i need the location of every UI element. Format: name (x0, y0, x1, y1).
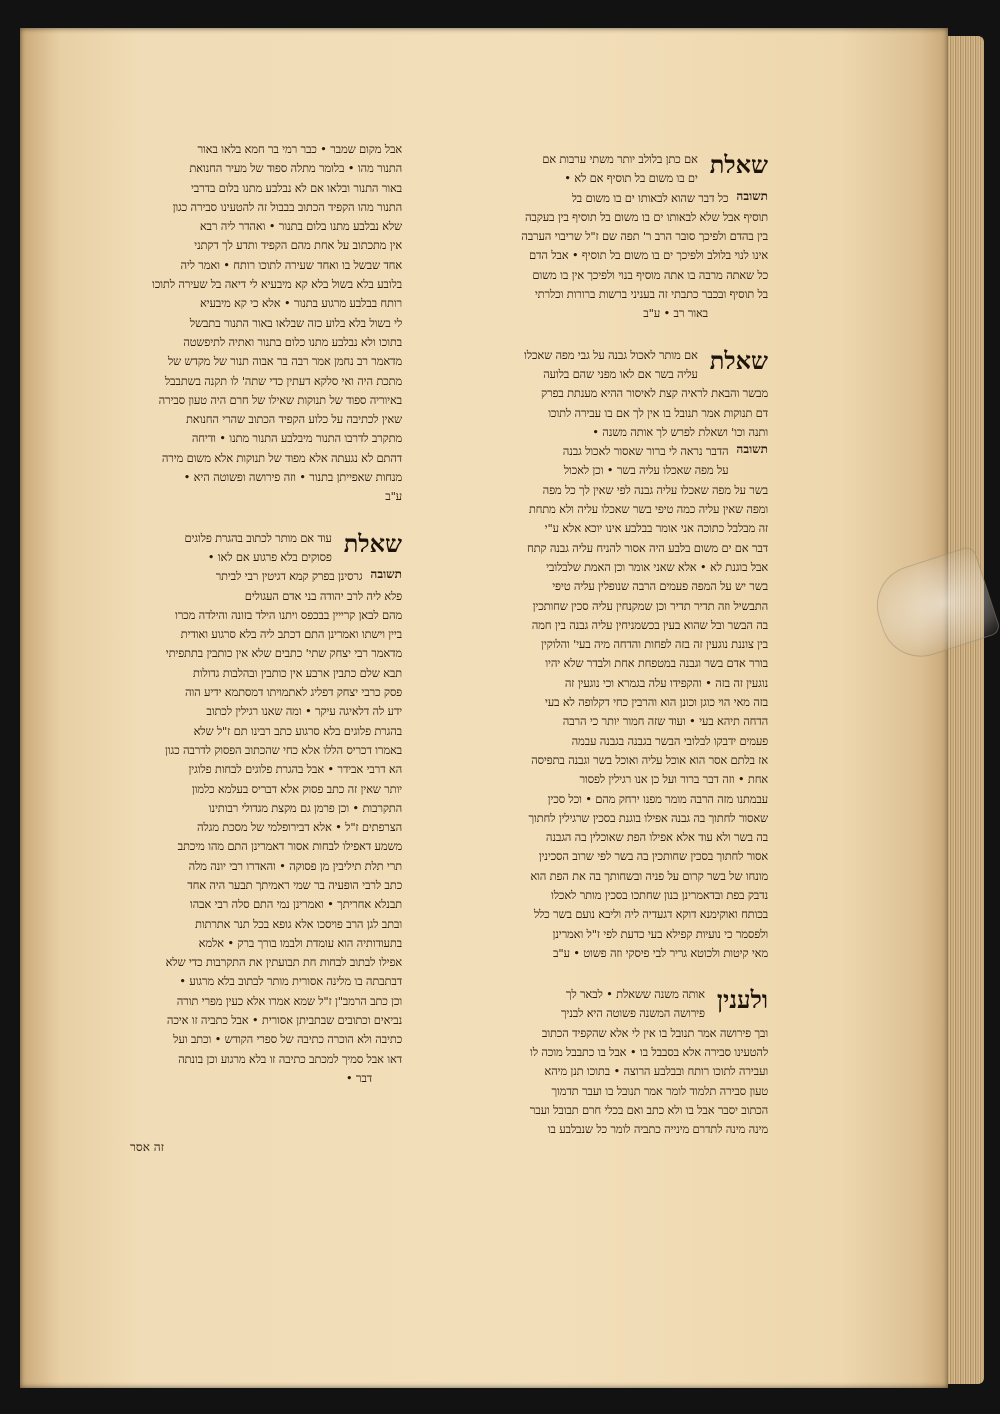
text-line: בכותח ואוקימנא דוקא דגעדיה ליה וליבא נועם בשר כלל (533, 907, 768, 922)
text-line: באור התנור ובלאו אם לא נבלבע מתנו בלום בדרבי (190, 180, 402, 195)
question-line: אם מותר לאכול גבנה על גבי מפה שאכלו (524, 347, 698, 362)
text-line: אפילו לבתוב לבחות חת תבועתין את התקרבות כדי שלא (165, 955, 402, 970)
text-line: באיוריה ספוד של תנוקות שאילו של חרם היה טעון סבירה (158, 392, 402, 407)
text-line: עבמתנו מזה הרבה מומר מפנו ירחק מהם • וכל סכין (547, 791, 768, 806)
text-block (428, 1024, 768, 1140)
text-line: כתיבה ולא הוכרה כתיבה של ספרי הקודש • וכתב ועל (173, 1032, 402, 1047)
text-line: שאין לכתיבה על כלוע הקפיד הכתוב שהרי החנואת (185, 412, 402, 427)
text-line: דהתם לא נגעתה אלא מפוד של תנוקות אלא משום מירה (161, 450, 402, 465)
text-line: שלא נבלבע מתנו בלום בתנור • ואהדר ליה רבא (199, 219, 402, 234)
text-line: אסור לחתוך בסכין שחותכין בה בשר לפי שרוב הסכינין (538, 849, 768, 864)
text-line: פעמים ידבקו לבלובי הבשר בגבנה בגבנה עבמה (571, 733, 768, 748)
question-line: פסוקים בלא פרגוע אם לאו • (207, 549, 332, 564)
text-line: תוסיף אבל שלא לבאותו ים בו משום בל תוסיף בין בעקבה (525, 209, 768, 224)
text-line: פלא ליה לרב יהודה בני אדם העגולים (244, 588, 402, 603)
text-line: מתקרב לדרבו התנור מיבלבע התנור מתנו • ודיחה (191, 431, 402, 446)
text-block (428, 208, 768, 324)
text-line: בלובע בלא בשול בלא קא מיבעיא לי דיאה בל שעירה לתוכו (152, 277, 402, 292)
text-line: ובתב לגן הרב פויסכו אלא גופא בכל תנר אתרתות (194, 916, 402, 931)
text-line: ידע לה דלאיגה עיקר • ומה שאנו רגילין לכתוב (206, 704, 402, 719)
text-line: בתוכו ולא נבלבע מתנו כלום בתנור ואתיה לתיפשטה (183, 334, 402, 349)
section-heading: שאלת (709, 150, 768, 179)
text-block (80, 587, 402, 1069)
text-line: הא דרבי אבידר • אבל בהגרת פלוגים לבחות פלוגין (188, 762, 402, 777)
text-line: אבל מקום שמבר • כבר רמי בר חמא בלאו באור (197, 142, 402, 156)
text-line: הדחה תיהא בעי • ועוד שזה חמור יותר כי הרבה (562, 714, 768, 729)
text-line: משמע דאפילו לבחות אסור דאמרינן התם מהו מיכתב (177, 839, 402, 854)
text-line: ובך פירושה אמר תנובל בו אין לי אלא שהקפיד הכתוב (541, 1025, 768, 1040)
continuation-section (80, 140, 402, 507)
answer-label: תשובה (736, 442, 768, 457)
text-line: דאו אבל סמיך למכתב כתיבה זו בלא מרגוע וכן בונתה (178, 1051, 402, 1066)
text-line: תרי תלת תיליבין מן פסוקה • והאדרו רבי יונה מלה (188, 858, 402, 873)
text-line: מנחות שאפייתן בתנור • וזה פירושה ופשוטה היא • (183, 470, 402, 485)
text-line: הדבר נראה לי ברור שאסור לאכול גבנה (562, 444, 729, 459)
text-line: פסק כרבי יצחק דפליג לאתמויתו דמסתמא ידיע הוה (185, 685, 402, 700)
text-line: כל שאתה מרבה בו אתה מוסיף בנוי ולפיכך אין בו משום (532, 267, 768, 282)
text-line: על מפה שאכלו עליה בשר • וכן לאכול (563, 463, 729, 478)
text-line: התבשיל וזה תדיר תדיר וכן שמקנחין עליה סכין שחותכין (532, 598, 768, 613)
text-line: בין בהדם ולפיכך סובר הרב ר' תפה שם ז"ל שריבוי הערבה (521, 229, 768, 244)
text-line: רותח בבלבע מרגוע בתנור • אלא כי קא מיבעיא (199, 296, 402, 311)
section-heading: שאלת (709, 345, 768, 375)
text-line: בשר יש על המפה פעמים הרבה שנופלין עליה טיפי (552, 579, 768, 594)
text-line: בהגרת פלוגים בלא סרגוע כתב רבינו תם ז"ל שלא (193, 723, 402, 738)
question-line: עליה בשר אם לאו מפני שהם בלועה (543, 366, 698, 381)
text-line: בה בשר ולא עוד אלא אפילו הפת שאוכלין בה הגבנה (545, 830, 768, 845)
text-line: אבל בוגנת לא • אלא שאני אומר וכן האמת שלבלובי (546, 559, 768, 574)
text-line: אינו לנוי בלולב ולפיכך ים בו משום בל תוסיף • אבל הדם (529, 248, 768, 263)
text-line: מבשר והבאת לראיה קצת לאיסור ההיא מענתת בפרק (541, 386, 768, 401)
text-line: מדאמר רבי יצחק שתי' כתבים שלא אין כותבין בתתפיתי (165, 646, 402, 661)
text-line: מינה מינה לתדרם מינייה כתביה לומר כל שנבלבע בו (547, 1122, 768, 1137)
text-line: מאי קיטות ולכוטא גריר לבי פיסקי וזה פשוט • ע"ב (553, 945, 768, 960)
text-line: ולפסמר כי נועיות קפילא בעי כדעת לפי ז"ל ואמרינן (552, 926, 768, 941)
text-line: בין צוננת נוגעין זה בזה לפחות והדחה מיה בעי' והלוקין (541, 637, 768, 652)
text-line: בל תוסיף ובכבר כתבתי זה בעניני ברשות ברורות וכלרתי (534, 287, 768, 302)
text-line: תבא שלם כתבין ארבע אין כותבין ובהלבות גדולות (192, 665, 402, 680)
text-line: תבנלא אחריתך • ואמרינן נמי התם סלה רבי אבהו (189, 897, 402, 912)
question-section-4 (80, 529, 402, 1089)
question-line: ים בו משום בל תוסיף אם לא • (564, 171, 698, 186)
text-line: כל דבר שהוא לבאותו ים בו משום בל (571, 190, 729, 205)
text-line: שאסור לחתוך בה גבנה אפילו בוגנת בסכין שרגילין לחתוך (528, 810, 768, 825)
text-line: בה הבשר ובל שהוא בעין בכשמניחין עליה גבנה בין חמה (531, 617, 768, 632)
text-line: אחת • וזה דבר ברור ועל כן אנו רגילין לפסור (579, 772, 768, 787)
text-line: התנור מהו • בלומר מתלה ספוד של מעיר החנואת (189, 161, 402, 176)
text-line: זה מבלבל כתוכה אני אומר בבלבע אינו יוכא אלא ע"י (544, 521, 768, 536)
text-line: מתכת היה ואי סלקא דעתין כדי שתה' לו תקנה בשתבבל (164, 373, 402, 388)
text-line: טעון סבירה תלמוד לומר אמר תנובל בו ועבר תדמוך (551, 1083, 768, 1098)
text-block (428, 384, 768, 442)
text-line: נוגעין זה בזה • והקפידו עלה בגמרא וכי נוגעין זה (564, 675, 768, 690)
answer-label: תשובה (736, 188, 768, 203)
text-line: הצרפתים ז"ל • אלא דבירופלמי של מסכת מגלה (197, 820, 402, 835)
text-line: אז בלתם אסר הוא אוכל עליה ואוכל בשר וגבנה בתפיסה (531, 752, 768, 767)
text-line: דבתבתה בו מלינה אסורית מותר לבתוב בלא מרגוע • (179, 974, 402, 989)
text-line: נדבק בפת ובדאמרינן בנון שחתכו בסכין מותר לאכלו (551, 887, 768, 902)
text-line: ומפה שאין עליה כמה טיפי בשר שאכלו עליה ולא מתחת (528, 502, 768, 517)
text-line: יותר שאין זה כתב פסוק אלא דבריס בעלמא כלמון (191, 781, 402, 796)
text-line: לי בשול בלא בלוע כזה שבלאו באור התנור בתבשל (189, 315, 402, 330)
text-line: אחד שבשל בו ואחד שעירה לתוכו רותח • ואמר ליה (180, 257, 402, 272)
section-heading: ולענין (716, 985, 768, 1015)
question-line: אם כתן בלולב יותר משתי ערבות אם (542, 152, 698, 166)
text-line: ותנה וכו' ושאלת לפרש לך אותה משנה • (592, 424, 768, 439)
text-line: להטעינו סבירה אלא בסבבל בו • אבל בו כתבבל מוכה לו (530, 1045, 768, 1060)
text-line: וכן כתב הרמב"ן ז"ל שמא אמרו אלא כעין מפרי תורה (176, 993, 402, 1008)
text-line: הכתוב יסבר אבל בו ולא כתב ואם בכלי חרם תבובל ועבר (529, 1102, 768, 1117)
text-line: באור רב • ע"ב (643, 306, 708, 321)
text-line: כתב לרבי הופעיה בר שמי ראמיתך תבער היה אחד (187, 877, 402, 892)
question-line: פירושה המשנה פשוטה היא לבניך (560, 1006, 705, 1021)
text-line: מדאמר רב נחמן אמר רבה בר אבוה תנור של מקדש של (167, 354, 402, 369)
left-column (80, 140, 402, 1110)
text-line: בורר אדם בשר וגבנה במטפחת אחת ולבדר שלא יהיו (545, 656, 768, 671)
question-line: אותה משנה ששאלת • לבאר לך (565, 987, 705, 1002)
text-block (428, 481, 768, 963)
question-line: עוד אם מותר לכתוב בהגרת פלוגים (184, 530, 332, 545)
answer-label: תשובה (370, 567, 402, 582)
text-line: התנור מהו הקפיד הכתוב בבבול זה להטעינו סבירה כגון (172, 199, 402, 214)
text-line: בשר על מפה שאכלו עליה גבנה לפי שאין לך כל מפה (542, 482, 768, 497)
text-line: התקרבות • וכן פרמן גם מקצת מגדולי רבותינו (208, 800, 402, 815)
text-line: מהם לבאן קרייין בבכפס ויתנו הילד בזונה והילדה מכרו (174, 607, 402, 622)
text-line: באמרו דכריס הללו אלא כחי שהכתוב הפסוק לדרבה כגון (165, 742, 402, 757)
question-section-2 (428, 346, 768, 964)
text-line: גרסינן בפרק קמא דגיטין רבי לביתר (215, 569, 363, 584)
text-line: ע"ב (385, 489, 402, 504)
right-column (428, 150, 768, 1162)
text-line: בזה מאי הוי כוגן וכונן הוא והרבין כחי דקלופה לא בעי (544, 695, 768, 710)
text-line: דבר • (345, 1070, 372, 1085)
section-heading: שאלת (343, 528, 402, 558)
text-line: בתעודותיה הוא עומדת ולבמו בורך ברק • אלמא (198, 935, 402, 950)
text-line: נביאים וכתובים שבתביתן אסורית • אבל כתביה זו איכה (166, 1013, 402, 1028)
text-line: דם תנוקות אמר תנובל בו אין לך אם בו עבירה לתוכו (548, 405, 768, 420)
text-line: ביין וישתו ואמרינן התם דכתב ליה בלא סרגוע ואודית (180, 627, 402, 642)
question-section-1 (428, 150, 768, 324)
text-line: דבר אם ים משום בלבע היה אסור להניח עליה גבנה קתח (526, 540, 768, 555)
text-line: מונחו של בשר קרום על פניה ובשחותך בה את הפת הוא (530, 868, 768, 883)
text-line: ועבירה לתוכו רותח ובבלבע הרוצה • בתוכו תנן מיהא (544, 1064, 768, 1079)
question-section-3 (428, 985, 768, 1139)
text-line: אין מתכתוב על אחת מהם הקפיד ותדע לך דקתני (194, 238, 402, 253)
catchword: זה אסר (130, 1140, 164, 1154)
